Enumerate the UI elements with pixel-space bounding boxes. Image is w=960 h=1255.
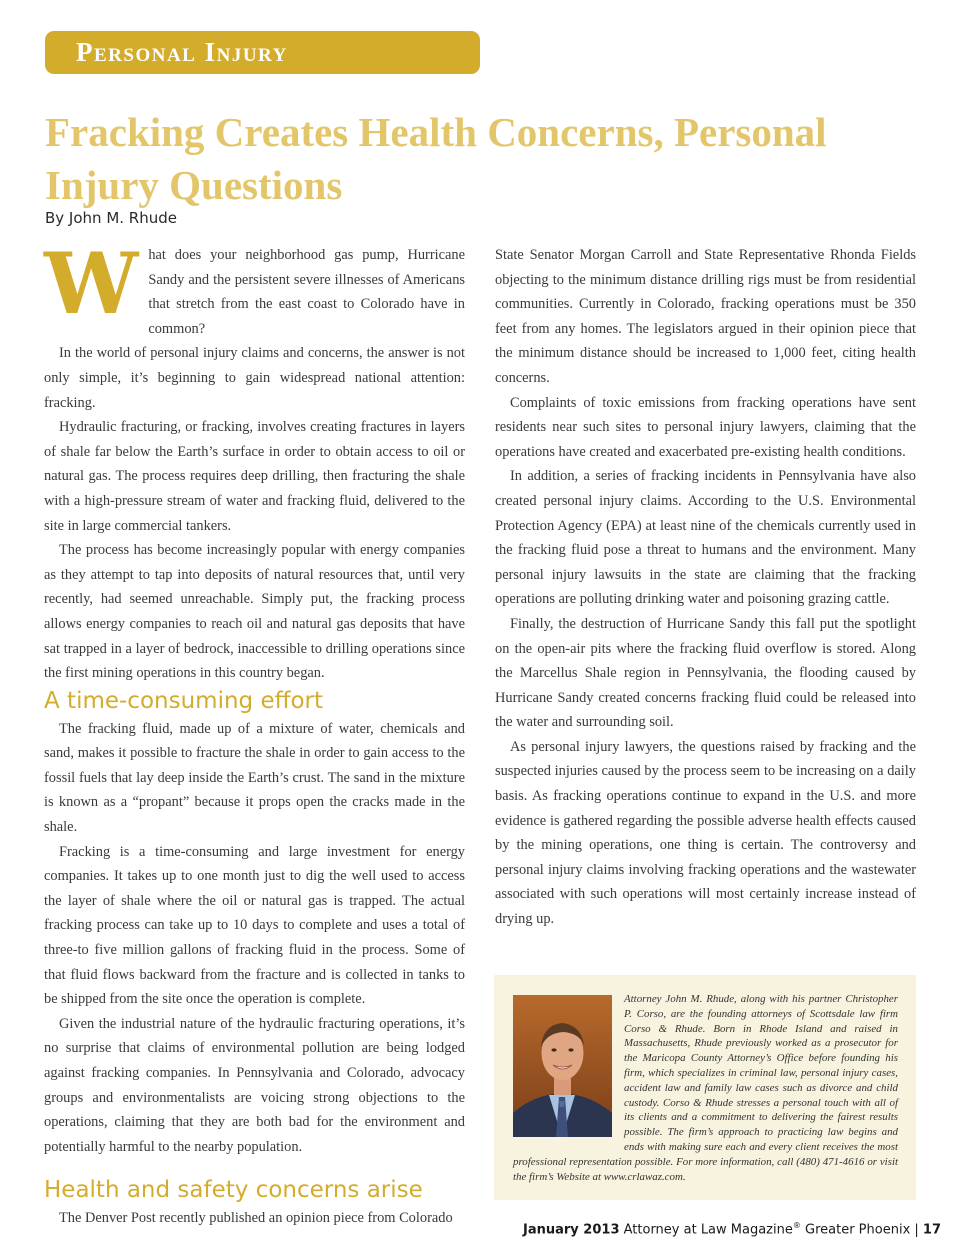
author-photo-icon [513,995,612,1137]
paragraph: Fracking is a time-consuming and large investment for energy companies. It takes up to one month just to dig the well used to access the layer of shale where the oil or natural gas is trapped. The actual fracking process can take up to 10 days to complete and uses a total of three-to five million gallons of fracking fluid in the process. Some of that fluid flows backward from the fracture and is collected in tanks to be shipped from the site once the operation is complete. [44,843,465,1008]
registered-mark: ® [792,1221,801,1230]
paragraph: As personal injury lawyers, the questions raised by fracking and the suspected injuries caused by the process seem to be increasing on a daily basis. As fracking operations continue to expand in the U.S. and more evidence is gathered regarding the possible adverse health effects caused by the mining operations, one thing is certain. The controversy and personal injury claims involving fracking operations and the wastewater associated with such operations will most certainly increase instead of drying up. [495,738,916,928]
page-footer [523,1221,941,1237]
drop-cap: W [44,234,139,333]
paragraph: The fracking fluid, made up of a mixture of water, chemicals and sand, makes it possible to fracture the shale in order to gain access to the fossil fuels that lay deep inside the Earth’s crust. The sand in the mixture is known as a “propant” because it props open the cracks made in the shale. [44,720,465,836]
paragraph: The process has become increasingly popular with energy companies as they attempt to tap into deposits of natural resources that, until very recently, had seemed unreachable. Simply put, the fracking process allows energy companies to reach oil and natural gas deposits that have sat trapped in a layer of bedrock, inaccessible to drilling operations since the first mining operations in this country began. [44,542,465,682]
paragraph: In the world of personal injury claims and concerns, the answer is not only simple, it’s beginning to gain widespread national attention: fracking. [44,345,465,411]
right-column [495,243,916,932]
paragraph [44,234,465,341]
paragraph: Hydraulic fracturing, or fracking, involves creating fractures in layers of shale far below the Earth’s surface in order to obtain access to oil or natural gas. The process requires deep drilling, then fracturing the shale with a high-pressure stream of water and fracking fluid, delivered to the site in large commercial tankers. [44,419,465,534]
paragraph: Complaints of toxic emissions from fracking operations have sent residents near such sites to personal injury lawyers, claiming that the operations have created and exacerbated pre-existing health conditions. [495,394,916,460]
paragraph: State Senator Morgan Carroll and State Representative Rhonda Fields objecting to the minimum distance drilling rigs must be from residential communities. Currently in Colorado, fracking operations must be 350 feet from any homes. The legislators argued in their opinion piece that the minimum distance should be increased to 1,000 feet, citing health concerns. [495,247,916,386]
byline: By John M. Rhude [45,209,177,227]
edition-name: Greater Phoenix | [805,1222,919,1238]
section-label: Personal Injury [76,37,288,67]
paragraph: The Denver Post recently published an opinion piece from Colorado [59,1210,453,1227]
subhead: A time-consuming effort [44,687,323,714]
subhead: Health and safety concerns arise [44,1177,423,1204]
magazine-name: Attorney at Law Magazine [623,1222,793,1238]
bio-text: Attorney John M. Rhude, along with his partner Christopher P. Corso, are the founding attorneys of Scottsdale law firm Corso & Rhude. Born in Rhode Island and raised in Massachusetts, Rhude previously worked as a prosecutor for the Maricopa County Attorney’s Office before founding his firm, which specializes in criminal law, personal injury cases, accident law and family law cases such as divorce and child custody. Corso & Rhude stresses a personal touch with all of its clients and a commitment to delivering the fairest results possible. The firm’s approach to practicing law begins and ends with making sure each and every client receives the most professional representation possible. For more information, call (480) 471-4616 or visit the firm’s Website at www.crlawaz.com. [513,993,898,1183]
paragraph-text: hat does your neighborhood gas pump, Hurricane Sandy and the persistent severe illnesses of Americans that stretch from the east coast to Colorado have in common? [148,247,465,337]
paragraph: In addition, a series of fracking incidents in Pennsylvania have also created personal injury claims. According to the U.S. Environmental Protection Agency (EPA) at least nine of the chemicals currently used in the fracking fluid pose a threat to humans and the environment. Many personal injury lawsuits in the state are claiming that the fracking operations are polluting drinking water and poisoning grazing cattle. [495,468,916,608]
author-bio-box [494,975,916,1200]
paragraph: Given the industrial nature of the hydraulic fracturing operations, it’s no surprise that claims of environmental pollution are being lodged against fracking companies. In Pennsylvania and Colorado, advocacy groups and environmentalists are voicing strong objections to the operations, claiming that they are both bad for the environment and potentially harmful to the nearby population. [44,1015,465,1155]
issue-date: January 2013 [523,1222,620,1238]
page-number: 17 [922,1222,942,1238]
author-portrait [513,995,612,1137]
left-column [44,234,465,1231]
paragraph: Finally, the destruction of Hurricane Sandy this fall put the spotlight on the open-air pits where the fracking fluid overflow is stored. Along the Marcellus Shale region in Pennsylvania, the flooding caused by Hurricane Sandy created concerns fracking fluid could be released into the water and surrounding soil. [495,615,916,731]
section-banner [45,31,480,74]
article-headline: Fracking Creates Health Concerns, Personal Injury Questions [45,109,827,208]
